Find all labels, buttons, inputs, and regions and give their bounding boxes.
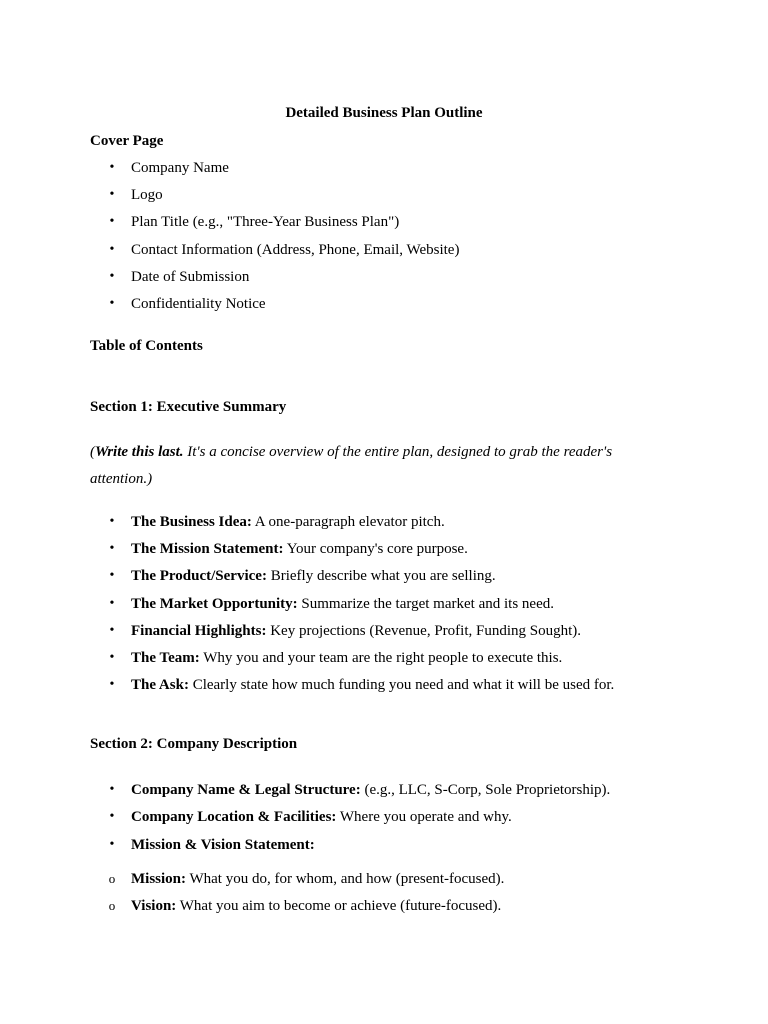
exec-item-ask <box>131 675 614 695</box>
company-item-legal-structure <box>131 780 610 800</box>
exec-item-financial-highlights <box>131 621 581 641</box>
bullet-icon: • <box>109 269 115 284</box>
list-item <box>0 780 768 800</box>
item-desc: What you aim to become or achieve (future-focused). <box>176 898 502 914</box>
list-item <box>0 212 768 232</box>
item-desc: Briefly describe what you are selling. <box>266 568 496 584</box>
company-item-mission-vision <box>131 835 315 855</box>
list-item <box>0 158 768 178</box>
sub-bullet-icon: o <box>108 898 116 913</box>
exec-item-team <box>131 648 562 668</box>
bullet-icon: • <box>109 650 115 665</box>
bullet-icon: • <box>109 187 115 202</box>
company-subitem-vision <box>131 896 501 916</box>
bullet-icon: • <box>109 677 115 692</box>
exec-item-market-opportunity <box>131 594 554 614</box>
exec-item-business-idea <box>131 512 445 532</box>
item-desc: Key projections (Revenue, Profit, Funding Sought). <box>266 623 581 639</box>
bullet-icon: • <box>109 296 115 311</box>
item-term: The Mission Statement: <box>131 541 284 557</box>
company-item-location <box>131 807 512 827</box>
section2-heading: Section 2: Company Description <box>90 736 298 752</box>
bullet-icon: • <box>109 242 115 257</box>
exec-item-product-service <box>131 566 496 586</box>
list-item <box>0 675 768 695</box>
item-desc: Clearly state how much funding you need and what it will be used for. <box>188 677 615 693</box>
item-term: Company Name & Legal Structure: <box>131 782 361 798</box>
item-desc: Your company's core purpose. <box>283 541 468 557</box>
document-title: Detailed Business Plan Outline <box>285 105 483 121</box>
item-term: The Business Idea: <box>131 514 252 530</box>
list-item <box>0 648 768 668</box>
intro-text: It's a concise overview of the entire plan, designed to grab the reader's attention.) <box>90 444 613 487</box>
intro-open-paren: ( <box>90 444 95 460</box>
cover-item-date: Date of Submission <box>131 269 250 285</box>
exec-item-mission-statement <box>131 539 468 559</box>
item-term: The Team: <box>131 650 200 666</box>
list-item <box>0 621 768 641</box>
list-item <box>0 294 768 314</box>
item-desc: What you do, for whom, and how (present-focused). <box>186 871 505 887</box>
sub-list-item <box>0 896 768 916</box>
sub-list-item <box>0 869 768 889</box>
bullet-icon: • <box>109 623 115 638</box>
list-item <box>0 594 768 614</box>
bullet-icon: • <box>109 541 115 556</box>
section1-intro <box>90 439 650 493</box>
list-item <box>0 240 768 260</box>
item-term: Mission: <box>131 871 187 887</box>
list-item <box>0 807 768 827</box>
cover-item-logo: Logo <box>131 187 163 203</box>
item-term: Mission & Vision Statement: <box>131 837 315 853</box>
list-item <box>0 539 768 559</box>
list-item <box>0 835 768 855</box>
cover-item-company-name: Company Name <box>131 160 229 176</box>
list-item <box>0 267 768 287</box>
company-subitem-mission <box>131 869 504 889</box>
bullet-icon: • <box>109 782 115 797</box>
cover-item-confidentiality: Confidentiality Notice <box>131 296 266 312</box>
cover-page-heading: Cover Page <box>90 133 164 149</box>
bullet-icon: • <box>109 514 115 529</box>
item-term: The Product/Service: <box>131 568 267 584</box>
bullet-icon: • <box>109 568 115 583</box>
cover-item-contact-info: Contact Information (Address, Phone, Email, Website) <box>131 242 460 258</box>
cover-item-plan-title: Plan Title (e.g., "Three-Year Business Plan") <box>131 214 400 230</box>
toc-heading: Table of Contents <box>90 338 203 354</box>
bullet-icon: • <box>109 596 115 611</box>
intro-emphasis: Write this last. <box>95 444 184 460</box>
item-term: The Ask: <box>131 677 189 693</box>
bullet-icon: • <box>109 214 115 229</box>
list-item <box>0 566 768 586</box>
item-desc: (e.g., LLC, S-Corp, Sole Proprietorship). <box>360 782 611 798</box>
sub-bullet-icon: o <box>108 871 116 886</box>
bullet-icon: • <box>109 809 115 824</box>
item-desc: Summarize the target market and its need. <box>297 596 554 612</box>
section1-heading: Section 1: Executive Summary <box>90 399 287 415</box>
bullet-icon: • <box>109 160 115 175</box>
item-term: Financial Highlights: <box>131 623 267 639</box>
item-desc: Where you operate and why. <box>336 809 512 825</box>
list-item <box>0 512 768 532</box>
bullet-icon: • <box>109 837 115 852</box>
item-term: Vision: <box>131 898 177 914</box>
item-desc: A one-paragraph elevator pitch. <box>251 514 445 530</box>
item-term: Company Location & Facilities: <box>131 809 337 825</box>
item-desc: Why you and your team are the right people to execute this. <box>199 650 563 666</box>
list-item <box>0 185 768 205</box>
item-term: The Market Opportunity: <box>131 596 298 612</box>
